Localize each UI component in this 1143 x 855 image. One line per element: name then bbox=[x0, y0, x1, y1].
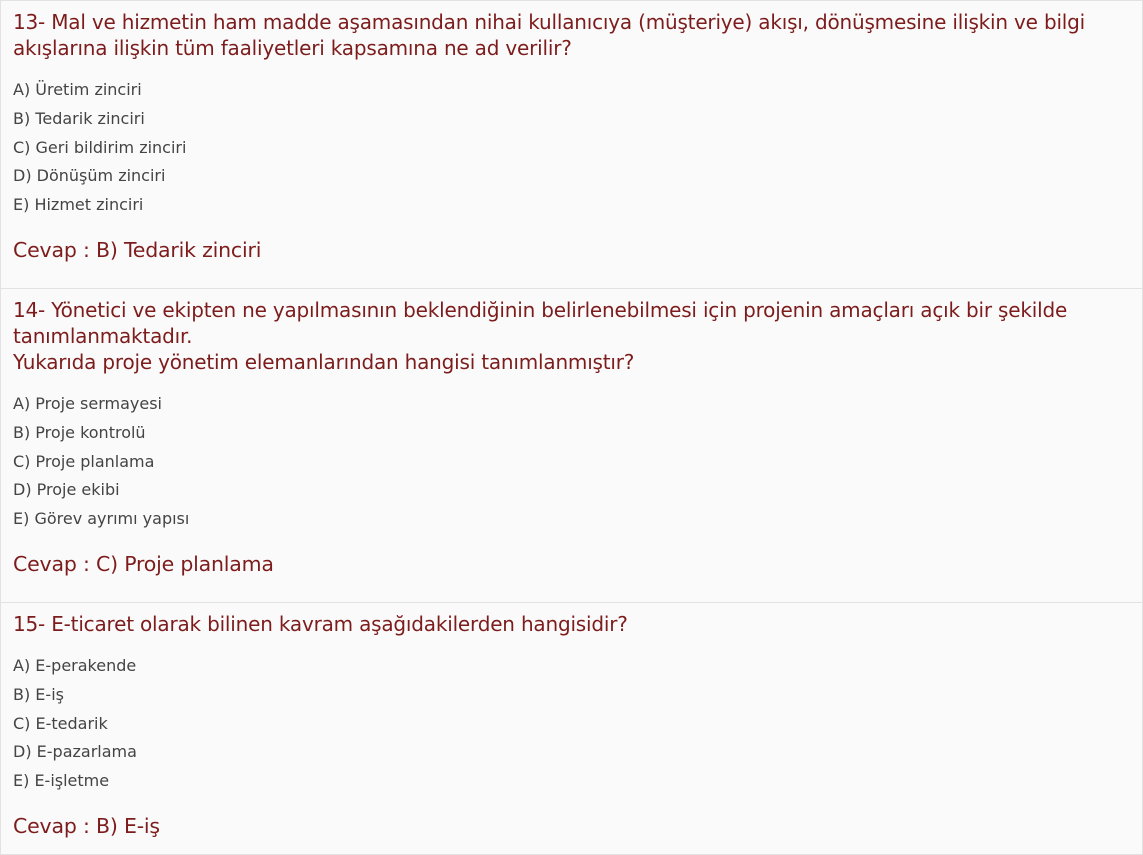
option-d: D) Dönüşüm zinciri bbox=[13, 166, 166, 186]
option-d: D) E-pazarlama bbox=[13, 742, 137, 762]
option-list bbox=[13, 76, 1130, 220]
answer-text: Cevap : B) E-iş bbox=[13, 813, 160, 838]
option-list bbox=[13, 652, 1130, 796]
question-block-14 bbox=[0, 288, 1143, 602]
option-b: B) E-iş bbox=[13, 684, 64, 704]
question-text bbox=[13, 9, 1130, 61]
answer-text: Cevap : B) Tedarik zinciri bbox=[13, 237, 262, 262]
option-b: B) Proje kontrolü bbox=[13, 422, 146, 442]
option-a: A) Proje sermayesi bbox=[13, 394, 162, 413]
question-block-15 bbox=[0, 602, 1143, 855]
question-line: 14- Yönetici ve ekipten ne yapılmasının beklendiğinin belirlenebilmesi için projenin amaçları açık bir şekilde bbox=[13, 298, 1068, 322]
answer-text: Cevap : C) Proje planlama bbox=[13, 551, 274, 576]
option-d: D) Proje ekibi bbox=[13, 480, 120, 500]
option-b: B) Tedarik zinciri bbox=[13, 108, 145, 128]
question-line: Yukarıda proje yönetim elemanlarından hangisi tanımlanmıştır? bbox=[13, 350, 635, 374]
option-c: C) Geri bildirim zinciri bbox=[13, 137, 187, 157]
question-line: 13- Mal ve hizmetin ham madde aşamasından nihai kullanıcıya (müşteriye) akışı, dönüşmesine ilişkin ve bilgi bbox=[13, 10, 1086, 34]
option-e: E) Görev ayrımı yapısı bbox=[13, 509, 190, 529]
option-e: E) Hizmet zinciri bbox=[13, 195, 144, 215]
question-text bbox=[13, 297, 1130, 375]
question-line: tanımlanmaktadır. bbox=[13, 324, 193, 348]
option-c: C) Proje planlama bbox=[13, 451, 155, 471]
question-block-13 bbox=[0, 0, 1143, 288]
option-c: C) E-tedarik bbox=[13, 713, 108, 733]
question-line: akışlarına ilişkin tüm faaliyetleri kapsamına ne ad verilir? bbox=[13, 36, 572, 60]
question-line: 15- E-ticaret olarak bilinen kavram aşağıdakilerden hangisidir? bbox=[13, 612, 628, 636]
option-e: E) E-işletme bbox=[13, 771, 110, 791]
question-text bbox=[13, 611, 1130, 637]
option-a: A) Üretim zinciri bbox=[13, 80, 142, 99]
option-list bbox=[13, 390, 1130, 534]
option-a: A) E-perakende bbox=[13, 656, 137, 675]
